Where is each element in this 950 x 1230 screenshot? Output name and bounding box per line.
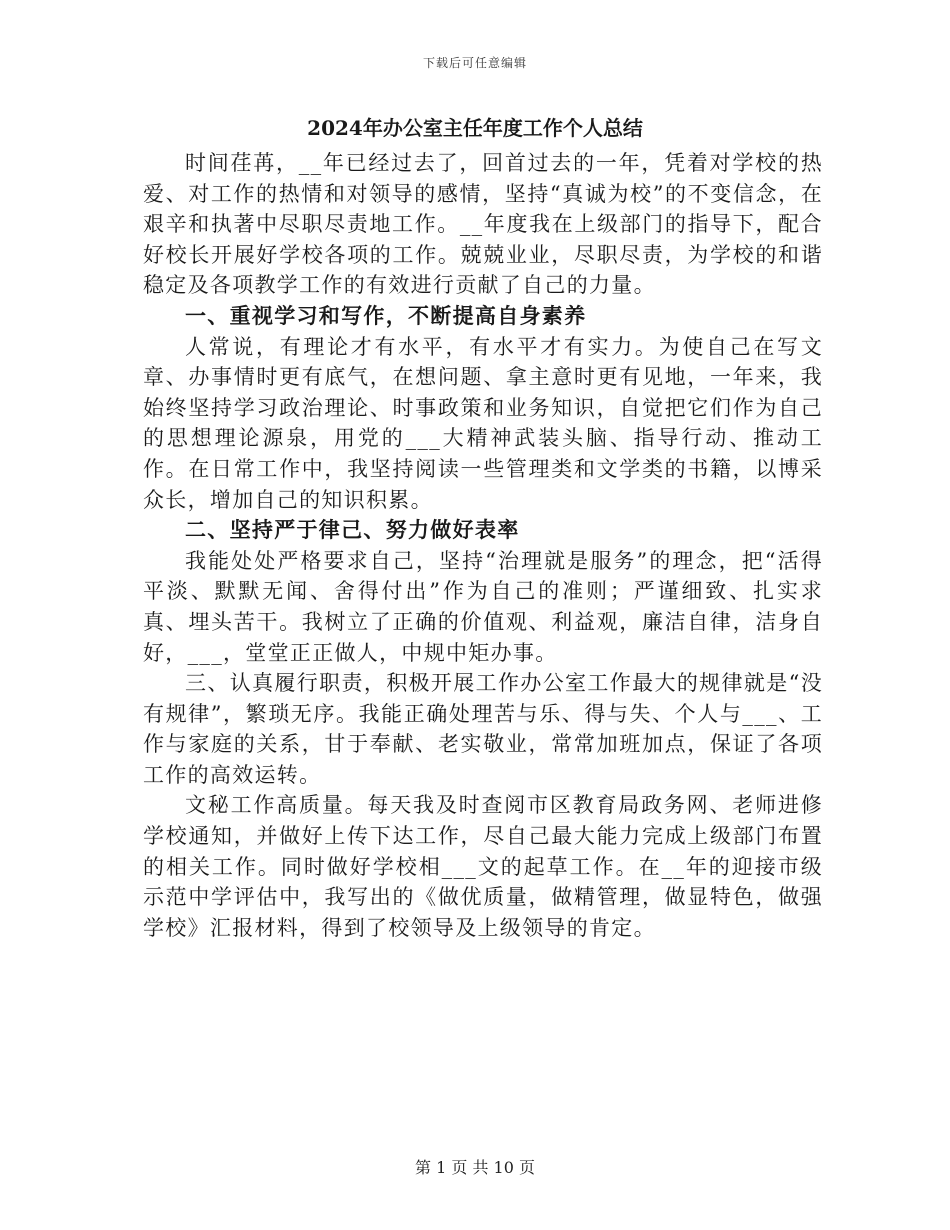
page-footer: 第 1 页 共 10 页 — [415, 1158, 535, 1177]
paragraph-discipline: 我能处处严格要求自己，坚持“治理就是服务”的理念，把“活得平淡、默默无闻、舍得付出”作为自己的准则；严谨细致、扎实求真、埋头苦干。我树立了正确的价值观、利益观，廉洁自律，洁身自好，___，堂堂正正做人，中规中矩办事。 — [143, 548, 823, 665]
document-title: 2024年办公室主任年度工作个人总结 — [307, 116, 643, 140]
document-body — [143, 148, 823, 943]
section-heading-1: 一、重视学习和写作，不断提高自身素养 — [185, 302, 587, 328]
paragraph-secretarial: 文秘工作高质量。每天我及时查阅市区教育局政务网、老师进修学校通知，并做好上传下达工作，尽自己最大能力完成上级部门布置的相关工作。同时做好学校相___文的起草工作。在__年的迎接市级示范中学评估中，我写出的《做优质量，做精管理，做显特色，做强学校》汇报材料，得到了校领导及上级领导的肯定。 — [143, 793, 823, 940]
section-heading-2: 二、坚持严于律己、努力做好表率 — [185, 517, 520, 543]
paragraph-duties: 三、认真履行职责，积极开展工作办公室工作最大的规律就是“没有规律”，繁琐无序。我能正确处理苦与乐、得与失、个人与___、工作与家庭的关系，甘于奉献、老实敬业，常常加班加点，保证了各项工作的高效运转。 — [143, 671, 823, 787]
paragraph-intro: 时间荏苒，__年已经过去了，回首过去的一年，凭着对学校的热爱、对工作的热情和对领导的感情，坚持“真诚为校”的不变信念，在艰辛和执著中尽职尽责地工作。__年度我在上级部门的指导下，配合好校长开展好学校各项的工作。兢兢业业，尽职尽责，为学校的和谐稳定及各项教学工作的有效进行贡献了自己的力量。 — [143, 151, 823, 298]
page-header: 下载后可任意编辑 — [422, 56, 527, 70]
paragraph-study: 人常说，有理论才有水平，有水平才有实力。为使自己在写文章、办事情时更有底气，在想问题、拿主意时更有见地，一年来，我始终坚持学习政治理论、时事政策和业务知识，自觉把它们作为自己的思想理论源泉，用党的___大精神武装头脑、指导行动、推动工作。在日常工作中，我坚持阅读一些管理类和文学类的书籍，以博采众长，增加自己的知识积累。 — [143, 334, 823, 512]
